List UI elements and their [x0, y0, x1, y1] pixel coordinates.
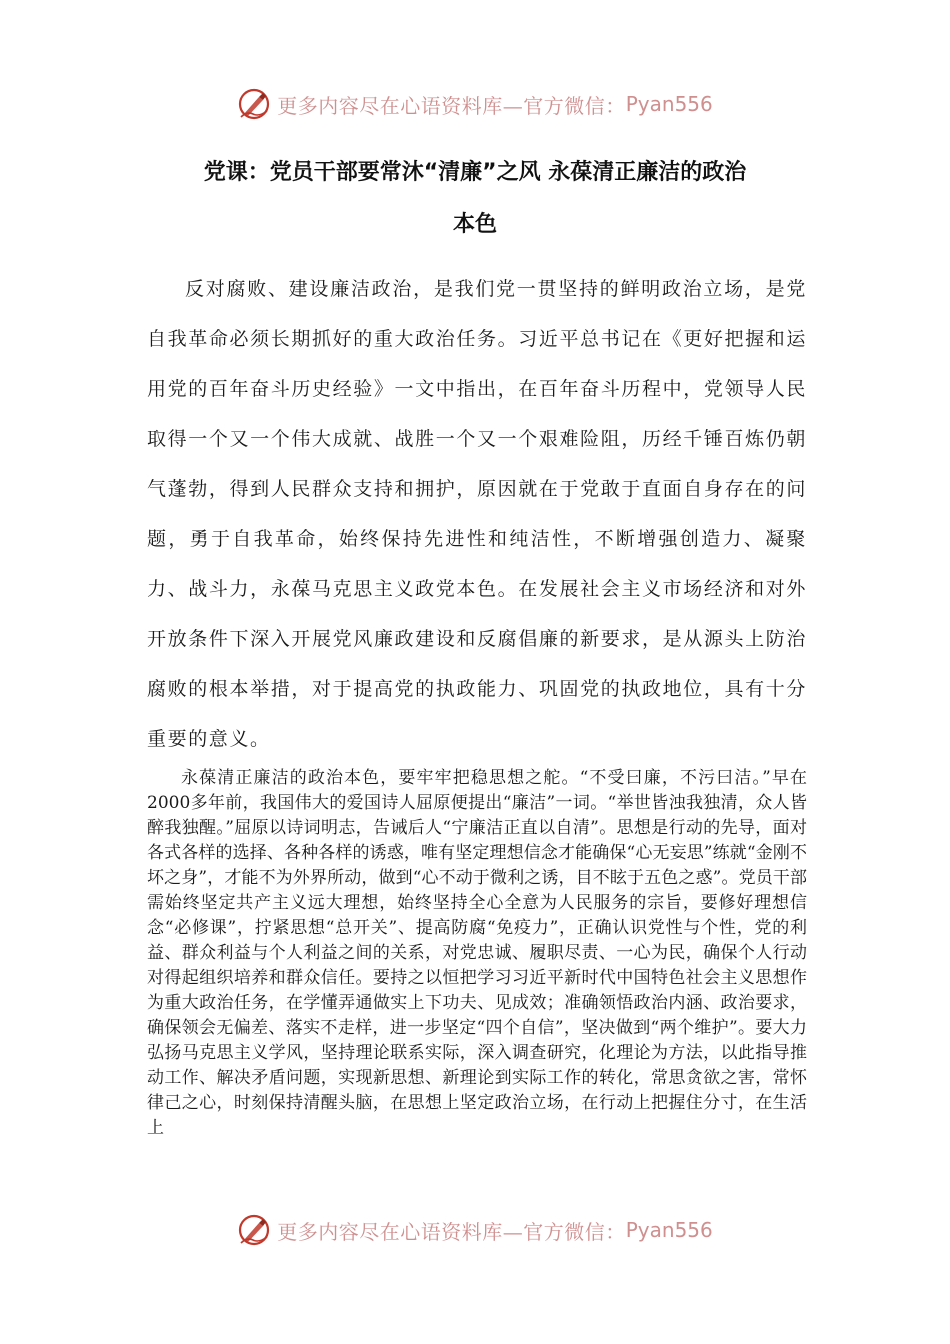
paragraph-intro: 反对腐败、建设廉洁政治，是我们党一贯坚持的鲜明政治立场，是党自我革命必须长期抓好的重大政治任务。习近平总书记在《更好把握和运用党的百年奋斗历史经验》一文中指出，在百年奋斗历程中，党领导人民取得一个又一个伟大成就、战胜一个又一个艰难险阻，历经千锤百炼仍朝气蓬勃，得到人民群众支持和拥护，原因就在于党敢于直面自身存在的问题，勇于自我革命，始终保持先进性和纯洁性，不断增强创造力、凝聚力、战斗力，永葆马克思主义政党本色。在发展社会主义市场经济和对外开放条件下深入开展党风廉政建设和反腐倡廉的新要求，是从源头上防治腐败的根本举措，对于提高党的执政能力、巩固党的执政地位，具有十分重要的意义。: [147, 278, 807, 750]
pen-logo-icon: [237, 87, 271, 121]
document-title-line2: 本色: [452, 212, 497, 237]
paragraph-body: 永葆清正廉洁的政治本色，要牢牢把稳思想之舵。“不受曰廉，不污曰洁。”早在2000多年前，我国伟大的爱国诗人屈原便提出“廉洁”一词。“举世皆浊我独清，众人皆醉我独醒。”屈原以诗词明志，告诫后人“宁廉洁正直以自清”。思想是行动的先导，面对各式各样的选择、各种各样的诱惑，唯有坚定理想信念才能确保“心无妄思”练就“金刚不坏之身”，才能不为外界所动，做到“心不动于微利之诱，目不眩于五色之惑”。党员干部需始终坚定共产主义远大理想，始终坚持全心全意为人民服务的宗旨，要修好理想信念“必修课”，拧紧思想“总开关”、提高防腐“免疫力”，正确认识党性与个性，党的利益、群众利益与个人利益之间的关系，对党忠诚、履职尽责、一心为民，确保个人行动对得起组织培养和群众信任。要持之以恒把学习习近平新时代中国特色社会主义思想作为重大政治任务，在学懂弄通做实上下功夫、见成效；准确领悟政治内涵、政治要求，确保领会无偏差、落实不走样，进一步坚定“四个自信”，坚决做到“两个维护”。要大力弘扬马克思主义学风，坚持理论联系实际，深入调查研究，化理论为方法，以此指导推动工作、解决矛盾问题，实现新思想、新理论到实际工作的转化，常思贪欲之害，常怀律己之心，时刻保持清醒头脑，在思想上坚定政治立场，在行动上把握住分寸，在生活上: [147, 768, 807, 1138]
header-watermark-banner: [0, 82, 950, 126]
footer-watermark-text: 更多内容尽在心语资料库—官方微信：: [277, 1219, 626, 1244]
pen-logo-icon: [237, 1213, 271, 1247]
document-title-line1: 党课：党员干部要常沐“清廉”之风 永葆清正廉洁的政治: [203, 160, 747, 185]
header-wechat-id: Pyan556: [625, 92, 713, 116]
header-watermark-text: 更多内容尽在心语资料库—官方微信：: [277, 93, 626, 118]
footer-watermark-banner: [0, 1208, 950, 1252]
footer-wechat-id: Pyan556: [625, 1218, 713, 1242]
